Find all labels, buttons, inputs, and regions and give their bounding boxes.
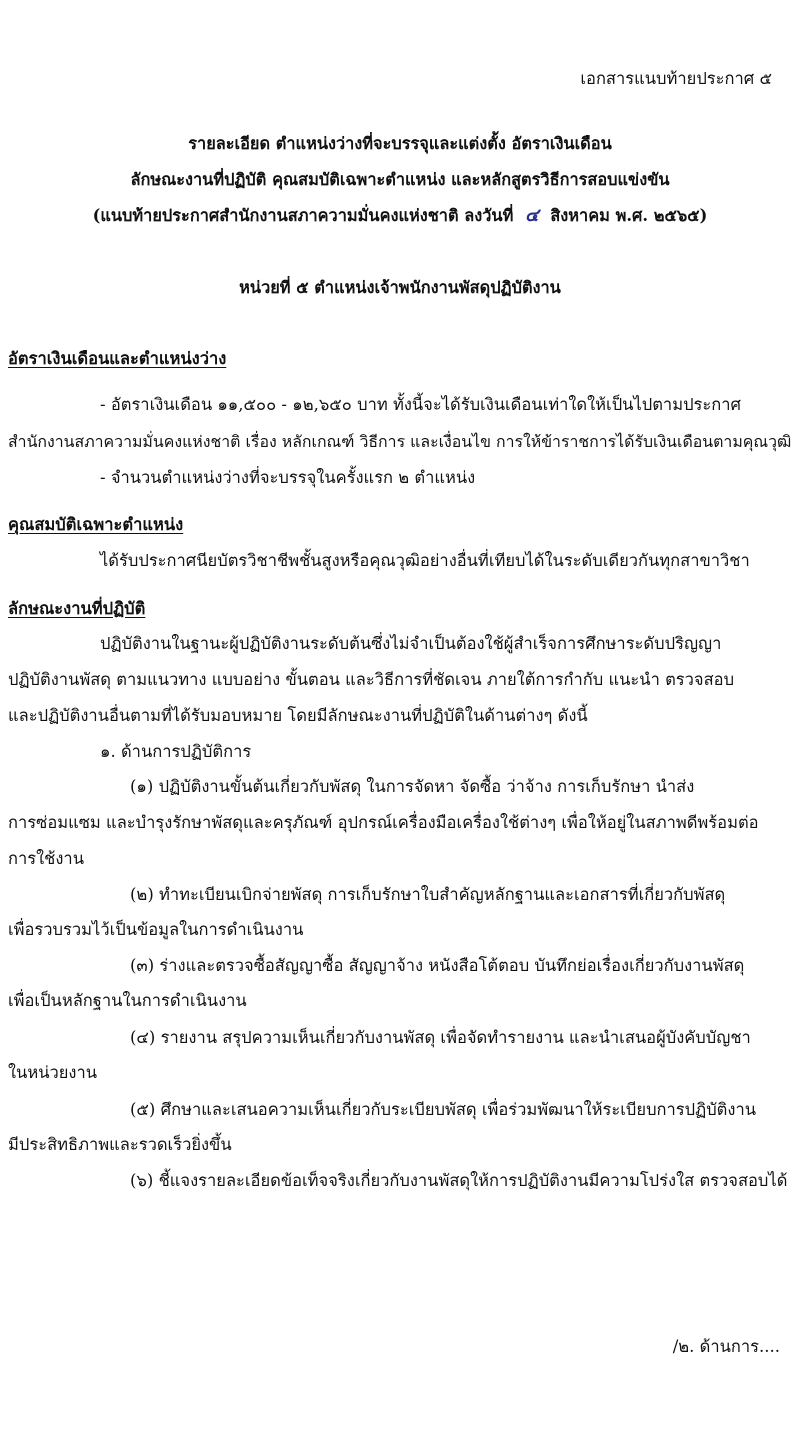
duties-intro-2: ปฏิบัติงานพัสดุ ตามแนวทาง แบบอย่าง ขั้นตอน และวิธีการที่ชัดเจน ภายใต้การกำกับ แนะนำ ตรวจสอบ [8, 670, 735, 689]
item-4-line-1: (๔) รายงาน สรุปความเห็นเกี่ยวกับงานพัสดุ เพื่อจัดทำรายงาน และนำเสนอผู้บังคับบัญชา [130, 1028, 751, 1047]
unit-heading: หน่วยที่ ๕ ตำแหน่งเจ้าพนักงานพัสดุปฏิบัติงาน [239, 278, 561, 297]
item-3-line-1: (๓) ร่างและตรวจซื้อสัญญาซื้อ สัญญาจ้าง หนังสือโต้ตอบ บันทึกย่อเรื่องเกี่ยวกับงานพัสดุ [130, 956, 745, 975]
item-1-line-2: การซ่อมแซม และบำรุงรักษาพัสดุและครุภัณฑ์ อุปกรณ์เครื่องมือเครื่องใช้ต่างๆ เพื่อให้อยู่ในสภาพดีพร้อมต่อ [8, 813, 759, 832]
qualification-heading: คุณสมบัติเฉพาะตำแหน่ง [8, 515, 184, 534]
item-4-line-2: ในหน่วยงาน [8, 1063, 98, 1082]
duties-heading: ลักษณะงานที่ปฏิบัติ [8, 599, 146, 618]
duties-intro-3: และปฏิบัติงานอื่นตามที่ได้รับมอบหมาย โดยมีลักษณะงานที่ปฏิบัติในด้านต่างๆ ดังนี้ [8, 706, 588, 725]
item-5-line-2: มีประสิทธิภาพและรวดเร็วยิ่งขึ้น [8, 1135, 232, 1154]
item-5-line-1: (๕) ศึกษาและเสนอความเห็นเกี่ยวกับระเบียบพัสดุ เพื่อร่วมพัฒนาให้ระเบียบการปฏิบัติงาน [130, 1100, 757, 1119]
title-line-3-suffix: สิงหาคม พ.ศ. ๒๕๖๕) [550, 206, 708, 225]
item-2-line-2: เพื่อรวบรวมไว้เป็นข้อมูลในการดำเนินงาน [8, 920, 304, 939]
vacancy-line: - จำนวนตำแหน่งว่างที่จะบรรจุในครั้งแรก ๒ ตำแหน่ง [100, 468, 476, 487]
salary-heading: อัตราเงินเดือนและตำแหน่งว่าง [8, 349, 227, 368]
item-6-line-1: (๖) ชี้แจงรายละเอียดข้อเท็จจริงเกี่ยวกับงานพัสดุให้การปฏิบัติงานมีความโปร่งใส ตรวจสอบได้ [130, 1171, 788, 1190]
qualification-line: ได้รับประกาศนียบัตรวิชาชีพชั้นสูงหรือคุณวุฒิอย่างอื่นที่เทียบได้ในระดับเดียวกันทุกสาขาวิชา [100, 551, 750, 570]
title-line-3 [0, 205, 800, 227]
salary-line-1: - อัตราเงินเดือน ๑๑,๕๐๐ - ๑๒,๖๕๐ บาท ทั้งนี้จะได้รับเงินเดือนเท่าใดให้เป็นไปตามประกาศ [100, 395, 742, 414]
duties-intro-1: ปฏิบัติงานในฐานะผู้ปฏิบัติงานระดับต้นซึ่งไม่จำเป็นต้องใช้ผู้สำเร็จการศึกษาระดับปริญญา [100, 634, 722, 653]
title-line-2: ลักษณะงานที่ปฏิบัติ คุณสมบัติเฉพาะตำแหน่ง และหลักสูตรวิธีการสอบแข่งขัน [130, 170, 670, 189]
salary-line-2: สำนักงานสภาความมั่นคงแห่งชาติ เรื่อง หลักเกณฑ์ วิธีการ และเงื่อนไข การให้ข้าราชการได้รับเงินเดือนตามคุณวุฒิ [8, 432, 792, 451]
item-3-line-2: เพื่อเป็นหลักฐานในการดำเนินงาน [8, 991, 247, 1010]
title-line-1: รายละเอียด ตำแหน่งว่างที่จะบรรจุและแต่งตั้ง อัตราเงินเดือน [188, 134, 612, 153]
item-2-line-1: (๒) ทำทะเบียนเบิกจ่ายพัสดุ การเก็บรักษาใบสำคัญหลักฐานและเอกสารที่เกี่ยวกับพัสดุ [130, 885, 726, 904]
item-1-line-1: (๑) ปฏิบัติงานขั้นต้นเกี่ยวกับพัสดุ ในการจัดหา จัดซื้อ ว่าจ้าง การเก็บรักษา นำส่ง [130, 777, 695, 796]
item-1-line-3: การใช้งาน [8, 849, 84, 868]
title-line-3-prefix: (แนบท้ายประกาศสำนักงานสภาความมั่นคงแห่งชาติ ลงวันที่ [92, 206, 514, 225]
handwritten-day: ๔ [525, 205, 539, 226]
page-continuation: /๒. ด้านการ.... [672, 1337, 780, 1356]
section-1-heading: ๑. ด้านการปฏิบัติการ [100, 742, 252, 761]
header-reference: เอกสารแนบท้ายประกาศ ๕ [580, 69, 772, 88]
